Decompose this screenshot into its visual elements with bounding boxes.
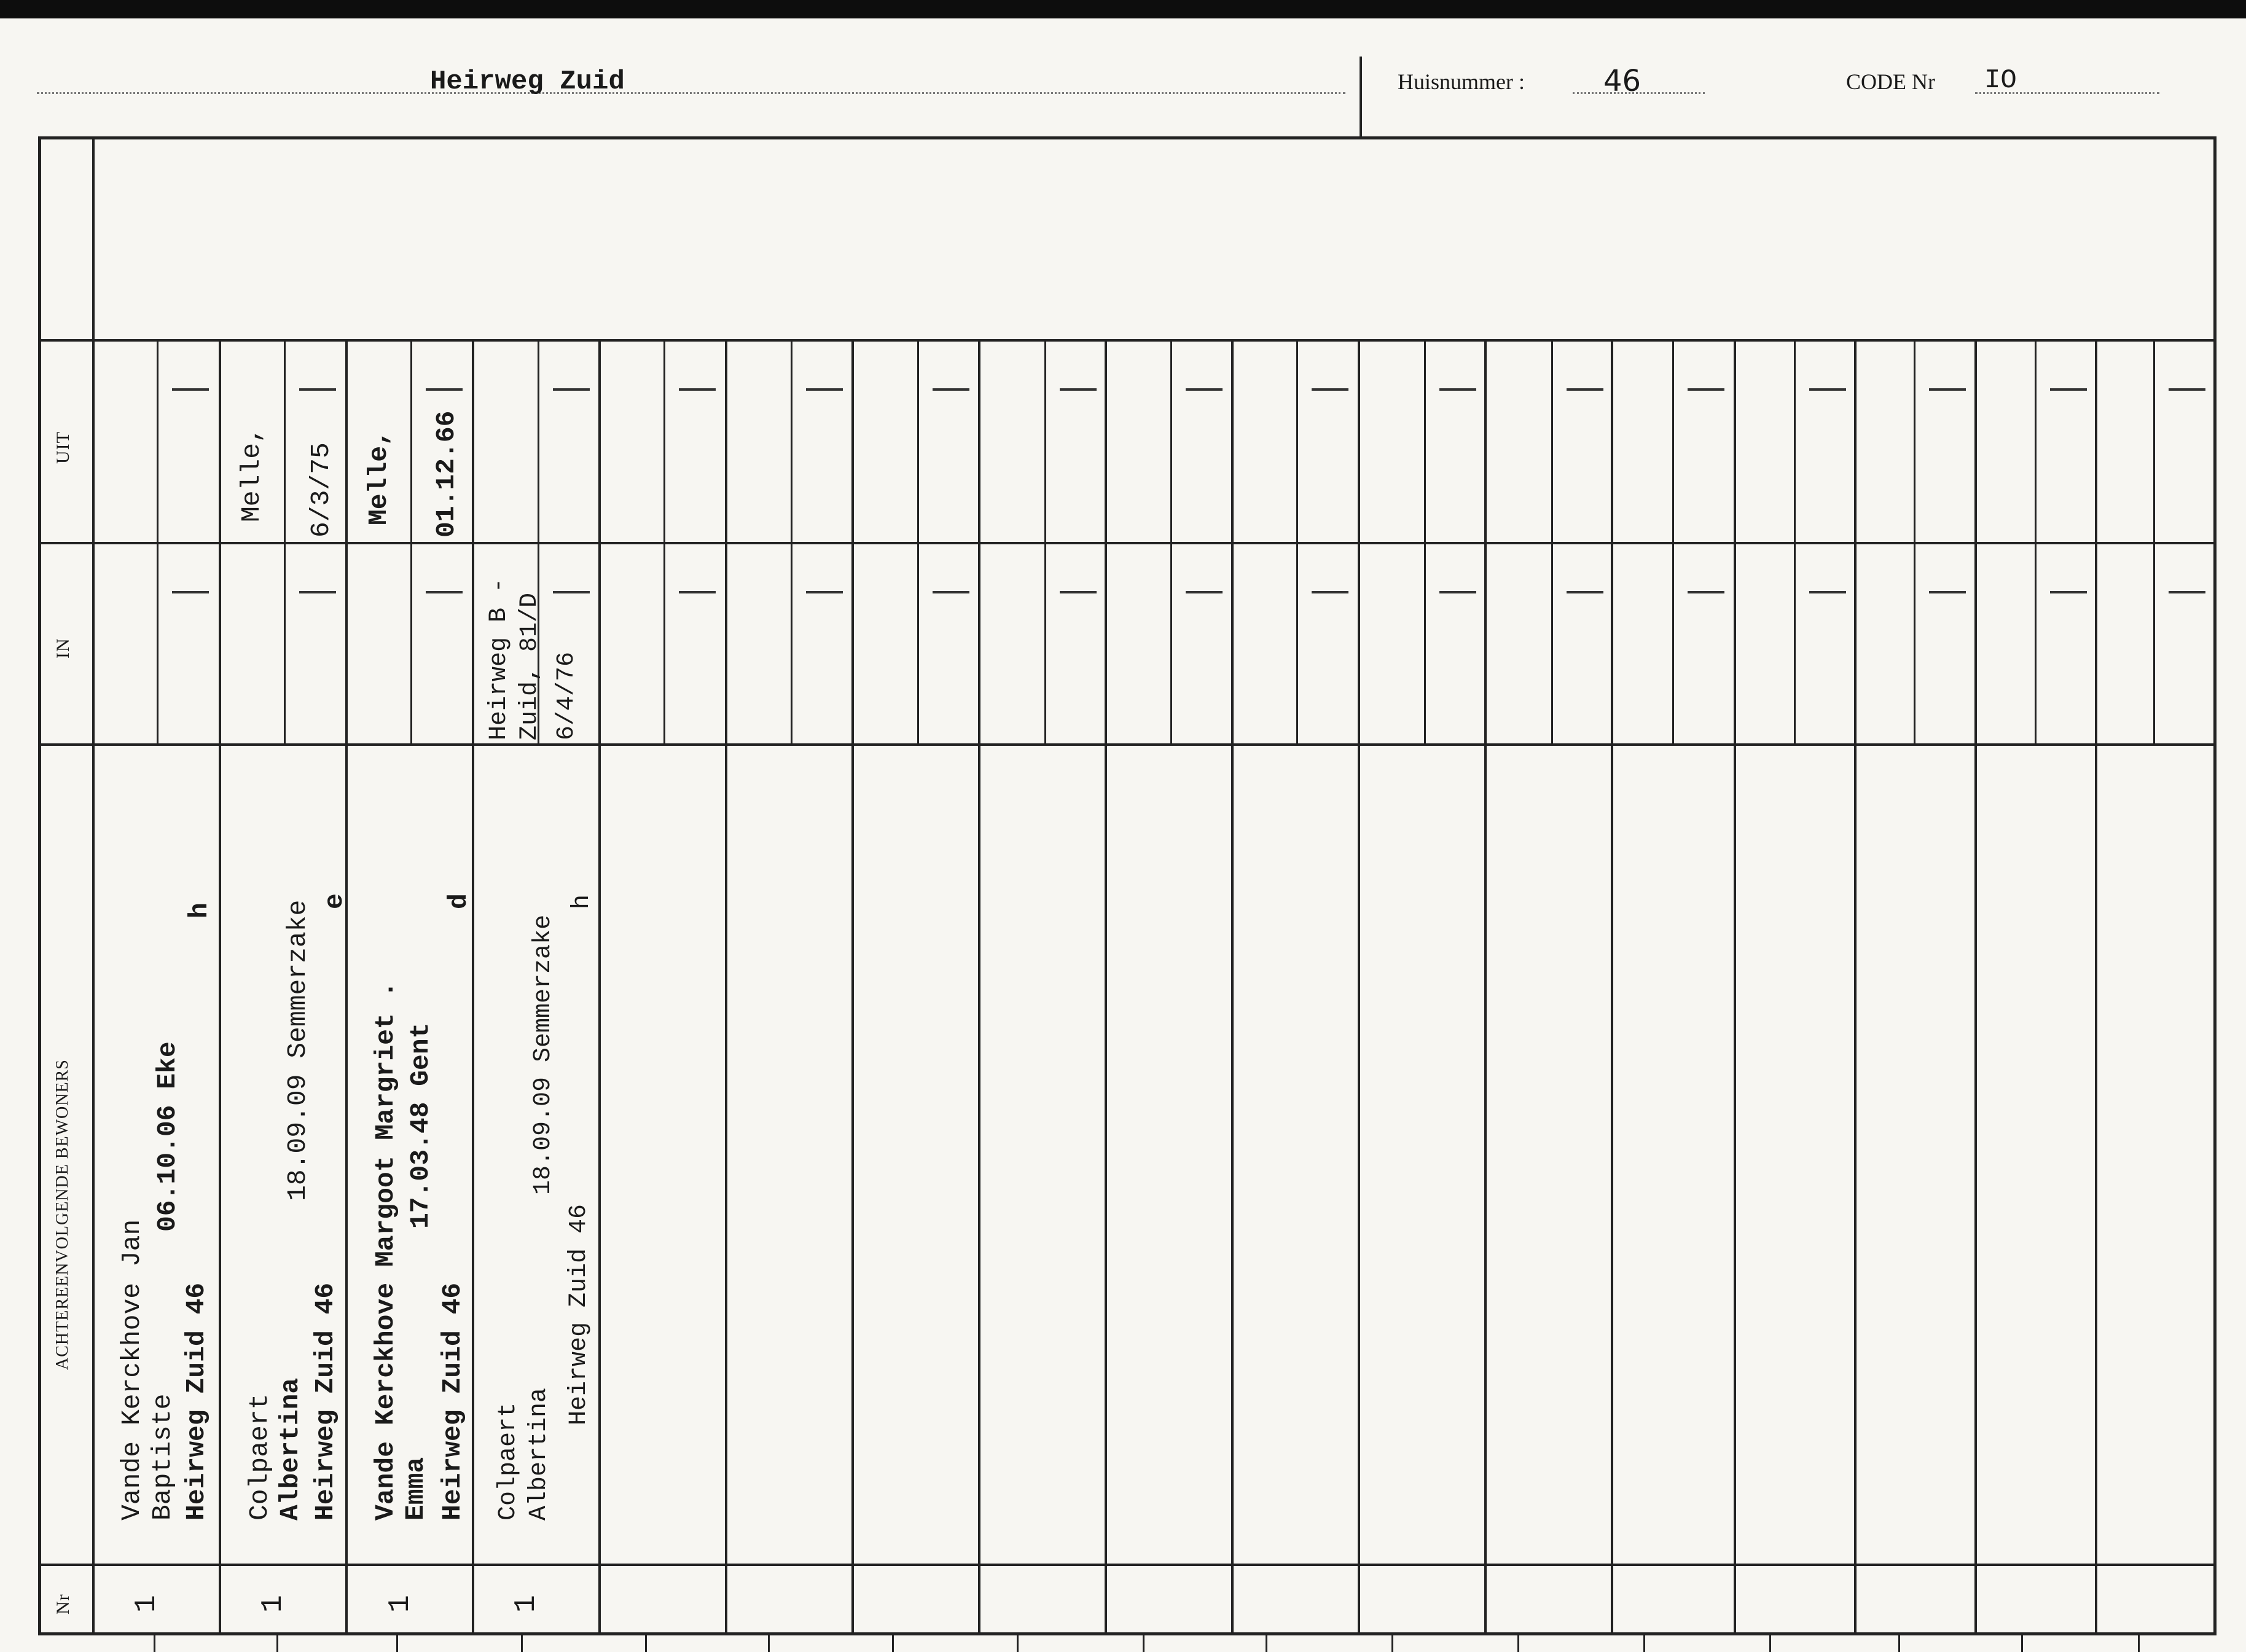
code-value: IO <box>1984 65 2017 96</box>
sub-column-line <box>1296 339 1298 745</box>
bottom-tick <box>276 1634 278 1652</box>
empty-dash-mark <box>1060 388 1097 391</box>
column-line <box>851 339 854 1635</box>
bottom-tick <box>1769 1634 1771 1652</box>
scan-top-edge <box>0 0 2246 18</box>
entry4-in-line1: Heirweg B - <box>485 577 513 740</box>
column-line <box>1611 339 1613 1635</box>
sub-column-line <box>410 339 412 745</box>
entry4-address: Heirweg Zuid 46 <box>565 1204 593 1425</box>
entry2-name-line2: Albertina <box>275 1377 305 1521</box>
entry3-uit-date: 01.12.66 <box>431 410 461 538</box>
entry3-name-line1: Vande Kerckhove Margoot Margriet . <box>370 981 401 1521</box>
bottom-tick <box>1391 1634 1393 1652</box>
empty-dash-mark <box>1567 591 1603 593</box>
form-frame <box>38 136 2217 1635</box>
bottom-tick <box>154 1634 155 1652</box>
entry4-birth: 18.09.09 Semmerzake <box>530 914 557 1195</box>
entry3-birth: 17.03.48 Gent <box>405 1022 436 1229</box>
bottom-tick <box>2138 1634 2140 1652</box>
empty-dash-mark <box>806 591 843 593</box>
empty-dash-mark <box>172 388 209 391</box>
entry4-in-line2: Zuid, 81/D <box>516 592 544 740</box>
sub-column-line <box>284 339 286 745</box>
entry2-name-line1: Colpaert <box>245 1393 275 1521</box>
empty-dash-mark <box>1439 388 1476 391</box>
empty-dash-mark <box>933 388 969 391</box>
column-line <box>1854 339 1857 1635</box>
entry3-relation: d <box>444 893 474 909</box>
entry4-in-date: 6/4/76 <box>553 651 581 740</box>
house-number-label: Huisnummer : <box>1398 69 1525 94</box>
empty-dash-mark <box>933 591 969 593</box>
entry3-address: Heirweg Zuid 46 <box>437 1282 468 1521</box>
sub-column-line <box>1551 339 1553 745</box>
empty-dash-mark <box>1060 591 1097 593</box>
empty-dash-mark <box>172 591 209 593</box>
bottom-tick <box>1017 1634 1019 1652</box>
bottom-tick <box>1517 1634 1519 1652</box>
sub-column-line <box>917 339 919 745</box>
street-name: Heirweg Zuid <box>430 66 625 97</box>
empty-dash-mark <box>2169 388 2205 391</box>
column-line <box>1734 339 1736 1635</box>
bottom-tick <box>2021 1634 2023 1652</box>
empty-dash-mark <box>1688 591 1724 593</box>
row-label-nr: Nr <box>53 1594 73 1615</box>
entry2-address: Heirweg Zuid 46 <box>310 1282 340 1521</box>
entry3-uit-place: Melle, <box>364 430 394 525</box>
column-line <box>2095 339 2097 1635</box>
column-line <box>725 339 727 1635</box>
empty-dash-mark <box>1688 388 1724 391</box>
sub-column-line <box>663 339 665 745</box>
bottom-tick <box>521 1634 523 1652</box>
empty-dash-mark <box>1809 388 1846 391</box>
empty-dash-mark <box>806 388 843 391</box>
column-line <box>598 339 601 1635</box>
empty-dash-mark <box>2169 591 2205 593</box>
empty-dash-mark <box>1186 388 1223 391</box>
entry1-nr: 1 <box>130 1595 163 1613</box>
entry3-name-line2: Emma <box>401 1457 431 1521</box>
column-line <box>1484 339 1487 1635</box>
house-number-value: 46 <box>1603 64 1641 98</box>
column-line <box>978 339 980 1635</box>
bottom-tick <box>1143 1634 1145 1652</box>
empty-dash-mark <box>426 591 463 593</box>
bottom-tick <box>1266 1634 1267 1652</box>
sub-column-line <box>2153 339 2155 745</box>
sub-column-line <box>791 339 792 745</box>
entry4-nr: 1 <box>510 1595 543 1613</box>
entry1-address: Heirweg Zuid 46 <box>181 1282 211 1521</box>
empty-dash-mark <box>1929 591 1966 593</box>
entry1-relation: h <box>184 902 214 918</box>
bottom-tick <box>396 1634 398 1652</box>
empty-dash-mark <box>679 388 716 391</box>
empty-dash-mark <box>2050 591 2087 593</box>
entry1-name-line2: Baptiste <box>147 1393 178 1521</box>
empty-dash-mark <box>299 388 336 391</box>
empty-dash-mark <box>1312 591 1348 593</box>
header-divider <box>1360 57 1362 139</box>
label-column-divider <box>92 138 95 1634</box>
empty-dash-mark <box>679 591 716 593</box>
bottom-tick <box>892 1634 894 1652</box>
entry1-birth: 06.10.06 Eke <box>152 1041 182 1232</box>
entry2-relation: e <box>319 893 350 909</box>
empty-dash-mark <box>1312 388 1348 391</box>
bottom-tick <box>1643 1634 1645 1652</box>
column-line <box>1358 339 1360 1635</box>
column-line <box>472 339 474 1635</box>
row-label-uit: UIT <box>53 431 73 464</box>
sub-column-line <box>1044 339 1046 745</box>
entry2-nr: 1 <box>257 1595 290 1613</box>
sub-column-line <box>1170 339 1172 745</box>
bottom-tick <box>768 1634 770 1652</box>
column-line <box>1974 339 1977 1635</box>
empty-dash-mark <box>426 388 463 391</box>
sub-column-line <box>157 339 158 745</box>
row-label-residents: ACHTEREENVOLGENDE BEWONERS <box>53 1059 72 1370</box>
entry2-uit-place: Melle, <box>237 427 267 522</box>
empty-dash-mark <box>553 591 590 593</box>
street-dotted-line <box>37 92 1345 94</box>
in-row-bottom-line <box>38 743 2217 746</box>
sub-column-line <box>1424 339 1426 745</box>
sub-column-line <box>2035 339 2037 745</box>
entry4-name-line1: Colpaert <box>495 1402 522 1521</box>
empty-dash-mark <box>1929 388 1966 391</box>
entry3-nr: 1 <box>384 1595 417 1613</box>
entry1-name-line1: Vande Kerckhove Jan <box>117 1219 147 1521</box>
entry2-uit-date: 6/3/75 <box>306 442 336 538</box>
row-label-in: IN <box>53 638 73 659</box>
empty-dash-mark <box>1567 388 1603 391</box>
residents-row-bottom-line <box>38 1564 2217 1566</box>
empty-dash-mark <box>1439 591 1476 593</box>
empty-dash-mark <box>1186 591 1223 593</box>
column-line <box>1231 339 1234 1635</box>
sub-column-line <box>1672 339 1674 745</box>
blank-area-bottom-line <box>38 339 2217 342</box>
empty-dash-mark <box>299 591 336 593</box>
entry4-relation: h <box>568 894 596 909</box>
code-label: CODE Nr <box>1846 69 1935 94</box>
sub-column-line <box>1794 339 1796 745</box>
empty-dash-mark <box>1809 591 1846 593</box>
column-line <box>1105 339 1107 1635</box>
bottom-tick <box>1898 1634 1900 1652</box>
column-line <box>345 339 348 1635</box>
entry4-name-line2: Albertina <box>525 1387 553 1521</box>
sub-column-line <box>1914 339 1915 745</box>
bottom-tick <box>645 1634 647 1652</box>
column-line <box>219 339 221 1635</box>
empty-dash-mark <box>2050 388 2087 391</box>
empty-dash-mark <box>553 388 590 391</box>
uit-row-bottom-line <box>38 542 2217 544</box>
entry2-birth: 18.09.09 Semmerzake <box>283 899 313 1201</box>
